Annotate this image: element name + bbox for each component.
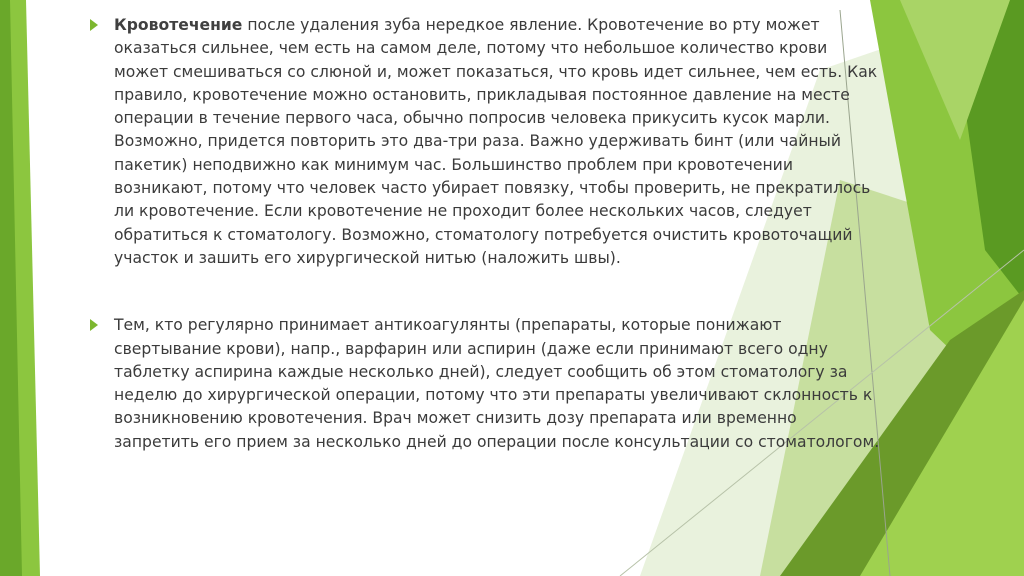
- slide-content: [90, 14, 880, 498]
- bullet-lead: Кровотечение: [114, 16, 243, 34]
- bullet-text: Тем, кто регулярно принимает антикоагулянты (препараты, которые понижают свертывание крови), напр., варфарин или аспирин (даже если принимают всего одну таблетку аспирина каждые несколько дней), следует сообщить об этом стоматологу за неделю до хирургической операции, потому что эти препараты увеличивают склонность к возникновению кровотечения. Врач может снизить дозу препарата или временно запретить его прием за несколько дней до операции после консультации со стоматологом.: [114, 316, 880, 451]
- bullet-anticoagulants: [90, 314, 880, 454]
- bullet-arrow-icon: [90, 19, 98, 31]
- bullet-body: после удаления зуба нередкое явление. Кровотечение во рту может оказаться сильнее, чем есть на самом деле, потому что небольшое количество крови может смешиваться со слюной и, может показаться, что кровь идет сильнее, чем есть. Как правило, кровотечение можно остановить, прикладывая постоянное давление на месте операции в течение первого часа, обычно попросив человека прикусить кусок марли. Возможно, придется повторить это два-три раза. Важно удерживать бинт (или чайный пакетик) неподвижно как минимум час. Большинство проблем при кровотечении возникают, потому что человек часто убирает повязку, чтобы проверить, не прекратилось ли кровотечение. Если кровотечение не проходит более нескольких часов, следует обратиться к стоматологу. Возможно, стоматологу потребуется очистить кровоточащий участок и зашить его хирургической нитью (наложить швы).: [114, 16, 878, 267]
- bullet-bleeding: [90, 14, 880, 270]
- bullet-arrow-icon: [90, 319, 98, 331]
- bullet-text: [114, 14, 880, 270]
